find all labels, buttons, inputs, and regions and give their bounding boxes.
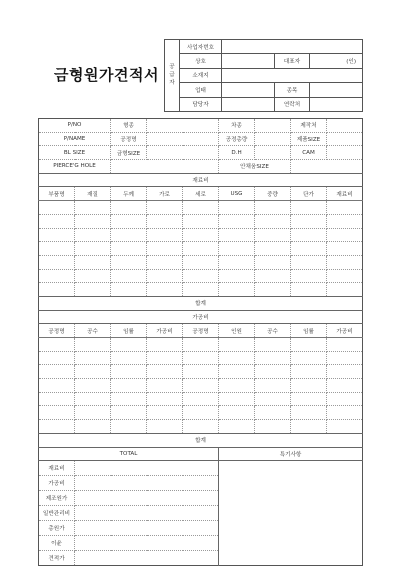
label-business-item: 종목 bbox=[275, 83, 310, 97]
table-cell[interactable] bbox=[291, 351, 327, 365]
table-cell[interactable] bbox=[291, 283, 327, 297]
table-cell[interactable] bbox=[147, 379, 183, 393]
summary-item-value[interactable] bbox=[75, 551, 219, 566]
summary-item-value[interactable] bbox=[75, 506, 219, 521]
table-cell[interactable] bbox=[75, 228, 111, 242]
material-col-header: 부품명 bbox=[39, 187, 75, 201]
table-cell[interactable] bbox=[183, 242, 219, 256]
table-cell[interactable] bbox=[219, 269, 255, 283]
table-cell[interactable] bbox=[39, 420, 75, 434]
table-cell[interactable] bbox=[327, 406, 363, 420]
table-cell[interactable] bbox=[147, 351, 183, 365]
table-cell[interactable] bbox=[219, 392, 255, 406]
table-cell[interactable] bbox=[147, 392, 183, 406]
table-cell[interactable] bbox=[255, 420, 291, 434]
table-cell[interactable] bbox=[39, 338, 75, 352]
table-cell[interactable] bbox=[39, 351, 75, 365]
material-col-header: 재질 bbox=[75, 187, 111, 201]
processing-row bbox=[39, 406, 363, 420]
table-cell[interactable] bbox=[219, 201, 255, 215]
notes-header: 특기사항 bbox=[219, 447, 363, 461]
material-section-title: 재료비 bbox=[39, 173, 363, 187]
supplier-side-char: 급 bbox=[169, 72, 175, 79]
processing-header-row bbox=[39, 324, 363, 338]
table-cell[interactable] bbox=[255, 392, 291, 406]
label-mold-size: 금형SIZE bbox=[111, 146, 147, 160]
table-cell[interactable] bbox=[147, 420, 183, 434]
table-cell[interactable] bbox=[39, 214, 75, 228]
label-bl-size: BL SIZE bbox=[39, 146, 111, 160]
supplier-side-char: 자 bbox=[169, 80, 175, 87]
processing-col-header: 임률 bbox=[111, 324, 147, 338]
mold-size-field[interactable] bbox=[147, 146, 219, 160]
table-cell[interactable] bbox=[183, 338, 219, 352]
summary-item-value[interactable] bbox=[75, 536, 219, 551]
processing-total-label: 합계 bbox=[39, 433, 363, 447]
processing-col-header: 임률 bbox=[291, 324, 327, 338]
material-col-header: 단가 bbox=[291, 187, 327, 201]
processing-col-header: 인원 bbox=[219, 324, 255, 338]
table-cell[interactable] bbox=[39, 365, 75, 379]
maker-field[interactable] bbox=[327, 119, 363, 133]
summary-item-label: 일반관리비 bbox=[39, 506, 75, 521]
label-pno: P/NO bbox=[39, 119, 111, 133]
processing-row bbox=[39, 365, 363, 379]
summary-item-label: 재료비 bbox=[39, 461, 75, 476]
table-cell[interactable] bbox=[219, 379, 255, 393]
label-car-model: 차종 bbox=[219, 119, 255, 133]
supplier-side-char: 공 bbox=[169, 64, 175, 71]
processing-col-header: 공정명 bbox=[39, 324, 75, 338]
supplier-table bbox=[164, 39, 363, 112]
table-cell[interactable] bbox=[111, 351, 147, 365]
label-cam: CAM bbox=[291, 146, 327, 160]
table-cell[interactable] bbox=[75, 379, 111, 393]
table-cell[interactable] bbox=[75, 338, 111, 352]
material-header-row bbox=[39, 187, 363, 201]
table-cell[interactable] bbox=[183, 255, 219, 269]
processing-row bbox=[39, 379, 363, 393]
table-cell[interactable] bbox=[147, 283, 183, 297]
representative-field[interactable] bbox=[310, 54, 363, 68]
table-cell[interactable] bbox=[39, 255, 75, 269]
table-cell[interactable] bbox=[111, 365, 147, 379]
processing-col-header: 공정명 bbox=[183, 324, 219, 338]
processing-row bbox=[39, 392, 363, 406]
label-business-type: 업태 bbox=[180, 83, 222, 97]
table-cell[interactable] bbox=[147, 269, 183, 283]
processing-section-title: 가공비 bbox=[39, 310, 363, 324]
table-cell[interactable] bbox=[183, 420, 219, 434]
table-cell[interactable] bbox=[75, 406, 111, 420]
address-field[interactable] bbox=[222, 68, 363, 82]
table-cell[interactable] bbox=[219, 365, 255, 379]
table-cell[interactable] bbox=[219, 214, 255, 228]
table-cell[interactable] bbox=[147, 228, 183, 242]
table-cell[interactable] bbox=[39, 406, 75, 420]
table-cell[interactable] bbox=[147, 406, 183, 420]
table-cell[interactable] bbox=[327, 242, 363, 256]
car-model-field[interactable] bbox=[255, 119, 291, 133]
table-cell[interactable] bbox=[111, 406, 147, 420]
table-cell[interactable] bbox=[255, 255, 291, 269]
dh-field[interactable] bbox=[255, 146, 291, 160]
material-row bbox=[39, 269, 363, 283]
table-cell[interactable] bbox=[39, 228, 75, 242]
material-row bbox=[39, 242, 363, 256]
table-cell[interactable] bbox=[291, 228, 327, 242]
table-cell[interactable] bbox=[75, 255, 111, 269]
table-cell[interactable] bbox=[183, 392, 219, 406]
table-cell[interactable] bbox=[75, 365, 111, 379]
table-cell[interactable] bbox=[327, 269, 363, 283]
table-cell[interactable] bbox=[255, 214, 291, 228]
info-row bbox=[39, 132, 363, 146]
table-cell[interactable] bbox=[75, 420, 111, 434]
table-cell[interactable] bbox=[255, 338, 291, 352]
table-cell[interactable] bbox=[255, 283, 291, 297]
table-cell[interactable] bbox=[327, 338, 363, 352]
material-row bbox=[39, 214, 363, 228]
table-cell[interactable] bbox=[111, 283, 147, 297]
process-name-field[interactable] bbox=[147, 132, 219, 146]
table-cell[interactable] bbox=[327, 420, 363, 434]
business-number-field[interactable] bbox=[222, 40, 363, 54]
table-cell[interactable] bbox=[39, 201, 75, 215]
product-size-field[interactable] bbox=[327, 132, 363, 146]
table-cell[interactable] bbox=[219, 420, 255, 434]
table-cell[interactable] bbox=[327, 283, 363, 297]
table-cell[interactable] bbox=[111, 242, 147, 256]
summary-item-value[interactable] bbox=[75, 491, 219, 506]
label-business-number: 사업자번호 bbox=[180, 40, 222, 54]
table-cell[interactable] bbox=[327, 379, 363, 393]
table-cell[interactable] bbox=[39, 242, 75, 256]
processing-row bbox=[39, 351, 363, 365]
table-cell[interactable] bbox=[255, 379, 291, 393]
material-col-header: USG bbox=[219, 187, 255, 201]
table-cell[interactable] bbox=[291, 214, 327, 228]
table-cell[interactable] bbox=[255, 351, 291, 365]
material-col-header: 재료비 bbox=[327, 187, 363, 201]
processing-col-header: 공수 bbox=[255, 324, 291, 338]
table-cell[interactable] bbox=[327, 351, 363, 365]
table-cell[interactable] bbox=[111, 255, 147, 269]
summary-item-label: 제조원가 bbox=[39, 491, 75, 506]
table-cell[interactable] bbox=[219, 406, 255, 420]
label-contact: 연락처 bbox=[275, 97, 310, 111]
material-row bbox=[39, 283, 363, 297]
label-process-total: 공정총량 bbox=[219, 132, 255, 146]
table-cell[interactable] bbox=[291, 392, 327, 406]
table-cell[interactable] bbox=[219, 283, 255, 297]
table-cell[interactable] bbox=[291, 242, 327, 256]
summary-item-value[interactable] bbox=[75, 476, 219, 491]
summary-item-label: 가공비 bbox=[39, 476, 75, 491]
model-field[interactable] bbox=[147, 119, 219, 133]
table-cell[interactable] bbox=[111, 420, 147, 434]
document-title: 금형원가견적서 bbox=[54, 66, 159, 84]
processing-col-header: 공수 bbox=[75, 324, 111, 338]
table-cell[interactable] bbox=[147, 242, 183, 256]
table-cell[interactable] bbox=[75, 201, 111, 215]
summary-item-value[interactable] bbox=[75, 461, 219, 476]
material-row bbox=[39, 201, 363, 215]
business-item-field[interactable] bbox=[310, 83, 363, 97]
info-row bbox=[39, 160, 363, 174]
processing-rows bbox=[39, 338, 363, 434]
table-cell[interactable] bbox=[183, 365, 219, 379]
table-cell[interactable] bbox=[75, 351, 111, 365]
table-cell[interactable] bbox=[219, 351, 255, 365]
material-col-header: 가로 bbox=[147, 187, 183, 201]
table-cell[interactable] bbox=[75, 392, 111, 406]
summary-rows bbox=[39, 461, 363, 566]
notes-area[interactable] bbox=[219, 461, 363, 566]
material-rows bbox=[39, 201, 363, 297]
table-cell[interactable] bbox=[255, 406, 291, 420]
table-cell[interactable] bbox=[183, 406, 219, 420]
label-representative: 대표자 bbox=[275, 54, 310, 68]
label-process-name: 공정명 bbox=[111, 132, 147, 146]
table-cell[interactable] bbox=[111, 201, 147, 215]
table-cell[interactable] bbox=[75, 214, 111, 228]
supplier-side-label bbox=[165, 40, 180, 112]
table-cell[interactable] bbox=[183, 269, 219, 283]
info-row bbox=[39, 119, 363, 133]
table-cell[interactable] bbox=[327, 255, 363, 269]
process-total-field[interactable] bbox=[255, 132, 291, 146]
pierce-hole-field[interactable] bbox=[111, 160, 219, 174]
table-cell[interactable] bbox=[327, 392, 363, 406]
label-pname: P/NAME bbox=[39, 132, 111, 146]
table-cell[interactable] bbox=[111, 392, 147, 406]
contact-field[interactable] bbox=[310, 97, 363, 111]
processing-col-header: 가공비 bbox=[147, 324, 183, 338]
table-cell[interactable] bbox=[327, 228, 363, 242]
seal-mark: (인) bbox=[346, 59, 357, 66]
table-cell[interactable] bbox=[291, 406, 327, 420]
table-cell[interactable] bbox=[219, 242, 255, 256]
table-cell[interactable] bbox=[183, 214, 219, 228]
table-cell[interactable] bbox=[219, 228, 255, 242]
company-name-field[interactable] bbox=[222, 54, 275, 68]
summary-row bbox=[39, 461, 363, 476]
table-cell[interactable] bbox=[291, 255, 327, 269]
table-cell[interactable] bbox=[291, 338, 327, 352]
table-cell[interactable] bbox=[291, 420, 327, 434]
material-row bbox=[39, 255, 363, 269]
label-maker: 제작처 bbox=[291, 119, 327, 133]
summary-item-value[interactable] bbox=[75, 521, 219, 536]
table-cell[interactable] bbox=[75, 269, 111, 283]
table-cell[interactable] bbox=[327, 201, 363, 215]
table-cell[interactable] bbox=[219, 338, 255, 352]
material-row bbox=[39, 228, 363, 242]
table-cell[interactable] bbox=[147, 201, 183, 215]
summary-item-label: 총원가 bbox=[39, 521, 75, 536]
estimate-table bbox=[38, 118, 363, 566]
table-cell[interactable] bbox=[147, 338, 183, 352]
table-cell[interactable] bbox=[255, 228, 291, 242]
table-cell[interactable] bbox=[147, 214, 183, 228]
manager-field[interactable] bbox=[222, 97, 275, 111]
table-cell[interactable] bbox=[111, 379, 147, 393]
summary-item-label: 견적가 bbox=[39, 551, 75, 566]
material-col-header: 중량 bbox=[255, 187, 291, 201]
label-dh: D.H bbox=[219, 146, 255, 160]
table-cell[interactable] bbox=[147, 365, 183, 379]
table-cell[interactable] bbox=[39, 283, 75, 297]
table-cell[interactable] bbox=[111, 228, 147, 242]
table-cell[interactable] bbox=[327, 214, 363, 228]
table-cell[interactable] bbox=[183, 379, 219, 393]
table-cell[interactable] bbox=[39, 392, 75, 406]
table-cell[interactable] bbox=[291, 379, 327, 393]
table-cell[interactable] bbox=[147, 255, 183, 269]
table-cell[interactable] bbox=[327, 365, 363, 379]
label-product-size: 제품SIZE bbox=[291, 132, 327, 146]
table-cell[interactable] bbox=[255, 365, 291, 379]
processing-col-header: 가공비 bbox=[327, 324, 363, 338]
cam-field[interactable] bbox=[327, 146, 363, 160]
summary-item-label: 이윤 bbox=[39, 536, 75, 551]
table-cell[interactable] bbox=[111, 338, 147, 352]
material-total-label: 합계 bbox=[39, 296, 363, 310]
table-cell[interactable] bbox=[183, 283, 219, 297]
table-cell[interactable] bbox=[255, 201, 291, 215]
total-header: TOTAL bbox=[39, 447, 219, 461]
label-inner-size: 안채움SIZE bbox=[219, 160, 291, 174]
label-model: 형종 bbox=[111, 119, 147, 133]
table-cell[interactable] bbox=[219, 255, 255, 269]
material-col-header: 두께 bbox=[111, 187, 147, 201]
table-cell[interactable] bbox=[291, 269, 327, 283]
table-cell[interactable] bbox=[111, 214, 147, 228]
table-cell[interactable] bbox=[75, 242, 111, 256]
table-cell[interactable] bbox=[183, 228, 219, 242]
label-pierce-hole: PIERCE'G HOLE bbox=[39, 160, 111, 174]
table-cell[interactable] bbox=[255, 269, 291, 283]
info-row bbox=[39, 146, 363, 160]
table-cell[interactable] bbox=[75, 283, 111, 297]
label-address: 소재지 bbox=[180, 68, 222, 82]
table-cell[interactable] bbox=[111, 269, 147, 283]
table-cell[interactable] bbox=[255, 242, 291, 256]
table-cell[interactable] bbox=[291, 201, 327, 215]
table-cell[interactable] bbox=[39, 379, 75, 393]
table-cell[interactable] bbox=[183, 351, 219, 365]
table-cell[interactable] bbox=[183, 201, 219, 215]
processing-row bbox=[39, 338, 363, 352]
inner-size-field[interactable] bbox=[291, 160, 363, 174]
material-col-header: 세로 bbox=[183, 187, 219, 201]
table-cell[interactable] bbox=[291, 365, 327, 379]
business-type-field[interactable] bbox=[222, 83, 275, 97]
processing-row bbox=[39, 420, 363, 434]
label-manager: 담당자 bbox=[180, 97, 222, 111]
label-company-name: 상호 bbox=[180, 54, 222, 68]
table-cell[interactable] bbox=[39, 269, 75, 283]
